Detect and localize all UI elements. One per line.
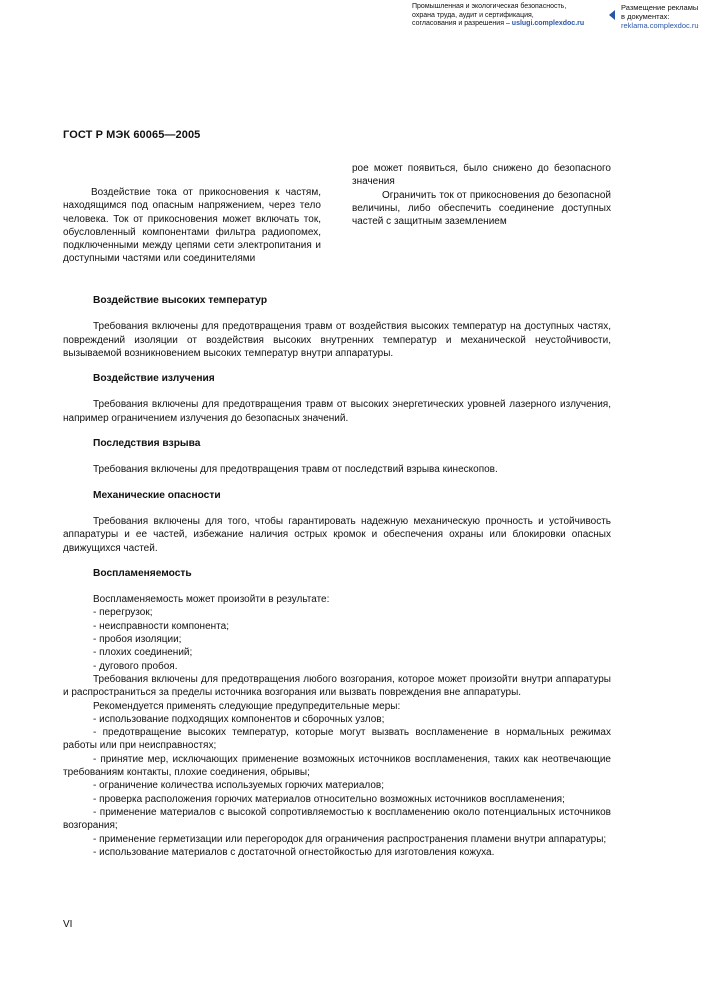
fire-recommendation-intro: Рекомендуется применять следующие предупредительные меры: [93, 700, 401, 712]
right-column [352, 162, 611, 228]
header-ad-line: Промышленная и экологическая безопасность, [412, 3, 567, 10]
section-title-implosion: Последствия взрыва [93, 438, 201, 450]
section-text-mechanical: Требования включены для того, чтобы гарантировать надежную механическую прочность и устойчивость аппаратуры и ее частей, избежание наличия острых кромок и обеспечения охраны или блокировки опасных движущихся частей. [63, 515, 611, 554]
list-item: - дугового пробоя. [93, 660, 178, 672]
list-item: - плохих соединений; [93, 647, 193, 659]
list-item: - использование материалов с достаточной огнестойкостью для изготовления кожуха. [93, 846, 495, 858]
list-item: - проверка расположения горючих материалов относительно возможных источников воспламенения; [93, 793, 565, 805]
section-text-radiation: Требования включены для предотвращения травм от высоких энергетических уровней лазерного излучения, например ограничением излучения до безопасных значений. [63, 399, 611, 424]
fire-requirements: Требования включены для предотвращения любого возгорания, которое может произойти внутри аппаратуры и распространиться за пределы источника возгорания или вызвать повреждения вне аппаратуры. [63, 673, 611, 699]
uslugi-link[interactable]: uslugi.complexdoc.ru [511, 20, 585, 28]
list-item: - перегрузок; [93, 607, 153, 619]
section-title-fire: Воспламеняемость [93, 567, 192, 579]
left-column-text: Воздействие тока от прикосновения к частям, находящимся под опасным напряжением, через тело человека. Ток от прикосновения может включать ток, обусловленный компонентами фильтра радиопомех, подключенными между цепями сети электропитания и доступными частями или соединителями [63, 187, 321, 265]
list-item: - предотвращение высоких температур, которые могут вызвать воспламенение в нормальных режимах работы или при неисправностях; [63, 727, 611, 752]
header-ad-line-text: согласования и разрешения – [412, 20, 510, 28]
header-placement-block [621, 3, 699, 30]
arrow-left-icon [609, 10, 615, 20]
page-number: VI [63, 919, 73, 930]
section-text-implosion: Требования включены для предотвращения травм от последствий взрыва кинескопов. [93, 464, 498, 476]
section-title-radiation: Воздействие излучения [93, 373, 215, 385]
list-item: - принятие мер, исключающих применение возможных источников воспламенения, таких как неотвечающие требованиям контакты, плохие соединения, обрывы; [63, 753, 611, 779]
list-item: - ограничение количества используемых горючих материалов; [93, 780, 385, 792]
list-item: - неисправности компонента; [93, 620, 229, 632]
section-title-mechanical: Механические опасности [93, 489, 221, 501]
list-item: - применение материалов с высокой сопротивляемостью к воспламенению около потенциальных источников возгорания; [63, 806, 611, 832]
right-column-text: Ограничить ток от прикосновения до безопасной величины, либо обеспечить соединение доступных частей с защитным заземлением [352, 189, 611, 228]
section-text-heat: Требования включены для предотвращения травм от воздействия высоких температур на доступных частях, повреждений изоляции от воздействия высоких внутренних температур и механической неустойчивости, вызываемой возникновением высоких температур внутри аппаратуры. [63, 321, 611, 359]
list-item: - пробоя изоляции; [93, 634, 182, 646]
standard-title: ГОСТ Р МЭК 60065—2005 [63, 129, 201, 141]
fire-intro: Воспламеняемость может произойти в результате: [93, 594, 330, 606]
document-body [63, 294, 611, 859]
section-title-heat: Воздействие высоких температур [93, 295, 268, 306]
list-item: - применение герметизации или перегородок для ограничения распространения пламени внутри аппаратуры; [93, 833, 607, 845]
right-column-text: рое может появиться, было снижено до безопасного значения [352, 163, 611, 188]
list-item: - использование подходящих компонентов и сборочных узлов; [93, 713, 385, 725]
header-ad-line: охрана труда, аудит и сертификация, [412, 11, 534, 19]
header-ad-block [412, 3, 584, 29]
placement-line: в документах: [621, 12, 670, 21]
placement-line: Размещение рекламы [621, 3, 699, 12]
header-ad-line [412, 20, 584, 29]
reklama-link[interactable]: reklama.complexdoc.ru [621, 21, 699, 30]
